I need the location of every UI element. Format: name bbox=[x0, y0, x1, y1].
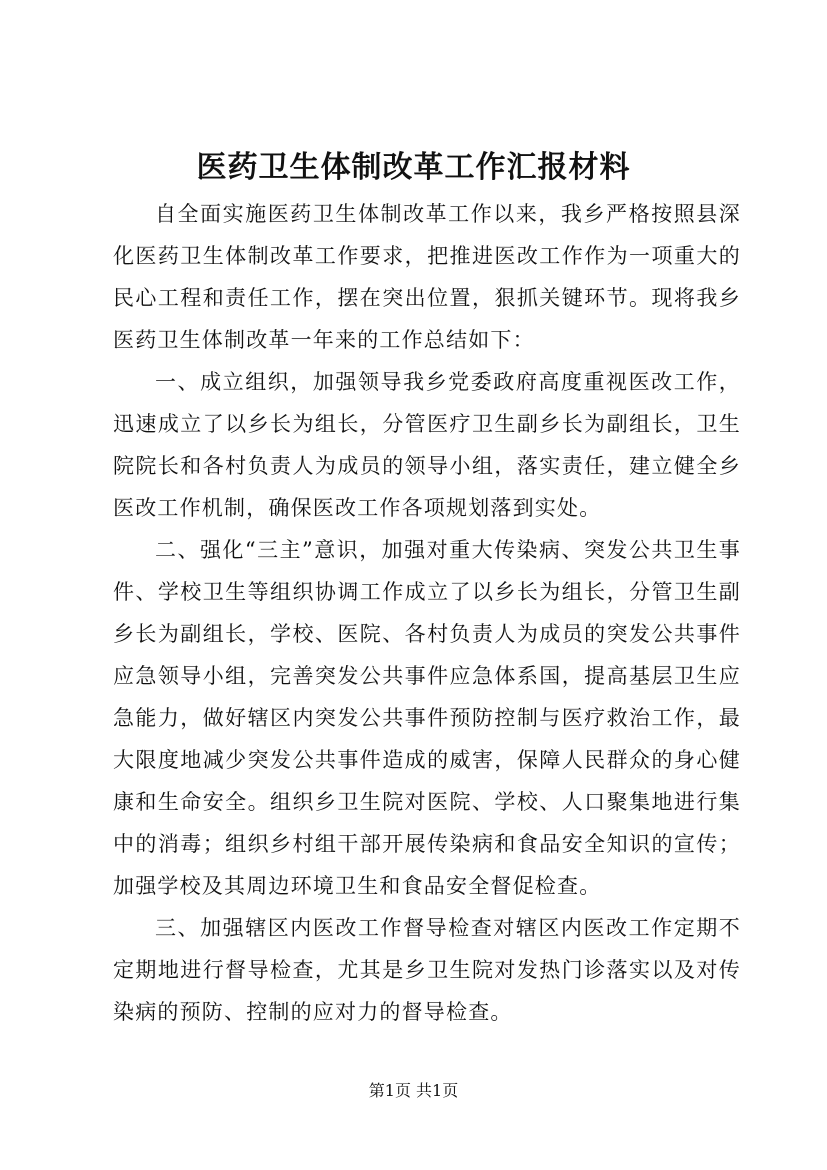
paragraph-section-2: 二、强化“三主”意识，加强对重大传染病、突发公共卫生事件、学校卫生等组织协调工作成立了以乡长为组长，分管卫生副乡长为副组长，学校、医院、各村负责人为成员的突发公共事件应急领导小组，完善突发公共事件应急体系国，提高基层卫生应急能力，做好辖区内突发公共事件预防控制与医疗救治工作，最大限度地减少突发公共事件造成的威害，保障人民群众的身心健康和生命安全。组织乡卫生院对医院、学校、人口聚集地进行集中的消毒；组织乡村组干部开展传染病和食品安全知识的宣传；加强学校及其周边环境卫生和食品安全督促检查。 bbox=[113, 538, 741, 898]
page-footer: 第1页 共1页 bbox=[368, 1081, 459, 1100]
document-body bbox=[113, 193, 741, 1033]
paragraph-section-1: 一、成立组织，加强领导我乡党委政府高度重视医改工作，迅速成立了以乡长为组长，分管医疗卫生副乡长为副组长，卫生院院长和各村负责人为成员的领导小组，落实责任，建立健全乡医改工作机制，确保医改工作各项规划落到实处。 bbox=[113, 370, 741, 520]
paragraph-intro: 自全面实施医药卫生体制改革工作以来，我乡严格按照县深化医药卫生体制改革工作要求，把推进医改工作作为一项重大的民心工程和责任工作，摆在突出位置，狠抓关键环节。现将我乡医药卫生体制改革一年来的工作总结如下： bbox=[113, 202, 741, 352]
paragraph-section-3: 三、加强辖区内医改工作督导检查对辖区内医改工作定期不定期地进行督导检查，尤其是乡卫生院对发热门诊落实以及对传染病的预防、控制的应对力的督导检查。 bbox=[113, 916, 741, 1024]
document-title: 医药卫生体制改革工作汇报材料 bbox=[196, 150, 631, 185]
